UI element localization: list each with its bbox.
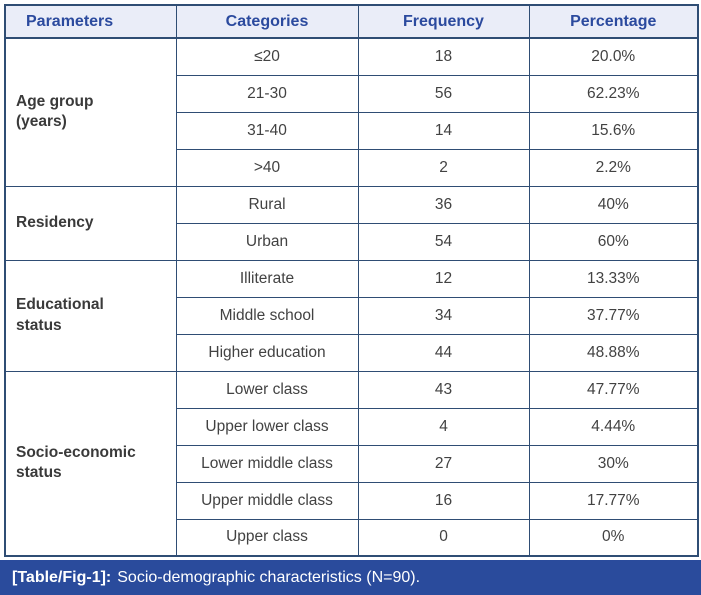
category-cell: ≤20	[176, 38, 358, 75]
percentage-cell: 4.44%	[529, 408, 698, 445]
parameter-cell	[5, 186, 176, 260]
category-cell: Urban	[176, 223, 358, 260]
category-cell: Upper lower class	[176, 408, 358, 445]
column-header-parameters: Parameters	[5, 5, 176, 38]
parameter-line: status	[16, 464, 62, 482]
parameter-line: (years)	[16, 113, 67, 131]
percentage-cell: 13.33%	[529, 260, 698, 297]
percentage-cell: 37.77%	[529, 297, 698, 334]
category-cell: 31-40	[176, 112, 358, 149]
column-header-frequency: Frequency	[358, 5, 529, 38]
category-cell: Higher education	[176, 334, 358, 371]
column-header-percentage: Percentage	[529, 5, 698, 38]
category-cell: Lower class	[176, 371, 358, 408]
frequency-cell: 2	[358, 149, 529, 186]
percentage-cell: 15.6%	[529, 112, 698, 149]
frequency-cell: 16	[358, 482, 529, 519]
category-cell: Rural	[176, 186, 358, 223]
frequency-cell: 4	[358, 408, 529, 445]
category-cell: 21-30	[176, 75, 358, 112]
frequency-cell: 54	[358, 223, 529, 260]
frequency-cell: 43	[358, 371, 529, 408]
table-row	[5, 186, 698, 223]
parameter-cell	[5, 371, 176, 556]
frequency-cell: 44	[358, 334, 529, 371]
percentage-cell: 20.0%	[529, 38, 698, 75]
frequency-cell: 0	[358, 519, 529, 556]
demographics-table	[4, 4, 699, 557]
frequency-cell: 34	[358, 297, 529, 334]
percentage-cell: 60%	[529, 223, 698, 260]
column-header-categories: Categories	[176, 5, 358, 38]
parameter-line: Socio-economic	[16, 444, 136, 462]
parameter-cell	[5, 38, 176, 186]
table-row	[5, 260, 698, 297]
category-cell: Illiterate	[176, 260, 358, 297]
frequency-cell: 12	[358, 260, 529, 297]
header-row	[5, 5, 698, 38]
category-cell: Upper class	[176, 519, 358, 556]
percentage-cell: 30%	[529, 445, 698, 482]
table-caption-label: [Table/Fig-1]:	[12, 568, 112, 586]
category-cell: >40	[176, 149, 358, 186]
table-body	[5, 38, 698, 556]
category-cell: Lower middle class	[176, 445, 358, 482]
table-caption-bar	[0, 560, 701, 595]
parameter-line: Residency	[16, 213, 94, 231]
parameter-cell	[5, 260, 176, 371]
demographics-table-container	[4, 4, 697, 557]
parameter-line: Age group	[16, 93, 94, 111]
percentage-cell: 0%	[529, 519, 698, 556]
percentage-cell: 17.77%	[529, 482, 698, 519]
frequency-cell: 14	[358, 112, 529, 149]
frequency-cell: 27	[358, 445, 529, 482]
percentage-cell: 2.2%	[529, 149, 698, 186]
table-row	[5, 371, 698, 408]
parameter-line: Educational	[16, 296, 104, 314]
parameter-line: status	[16, 316, 62, 334]
frequency-cell: 36	[358, 186, 529, 223]
frequency-cell: 18	[358, 38, 529, 75]
percentage-cell: 40%	[529, 186, 698, 223]
percentage-cell: 48.88%	[529, 334, 698, 371]
table-row	[5, 38, 698, 75]
percentage-cell: 47.77%	[529, 371, 698, 408]
table-caption-text: Socio-demographic characteristics (N=90).	[117, 568, 421, 586]
frequency-cell: 56	[358, 75, 529, 112]
category-cell: Middle school	[176, 297, 358, 334]
table-header	[5, 5, 698, 38]
percentage-cell: 62.23%	[529, 75, 698, 112]
category-cell: Upper middle class	[176, 482, 358, 519]
